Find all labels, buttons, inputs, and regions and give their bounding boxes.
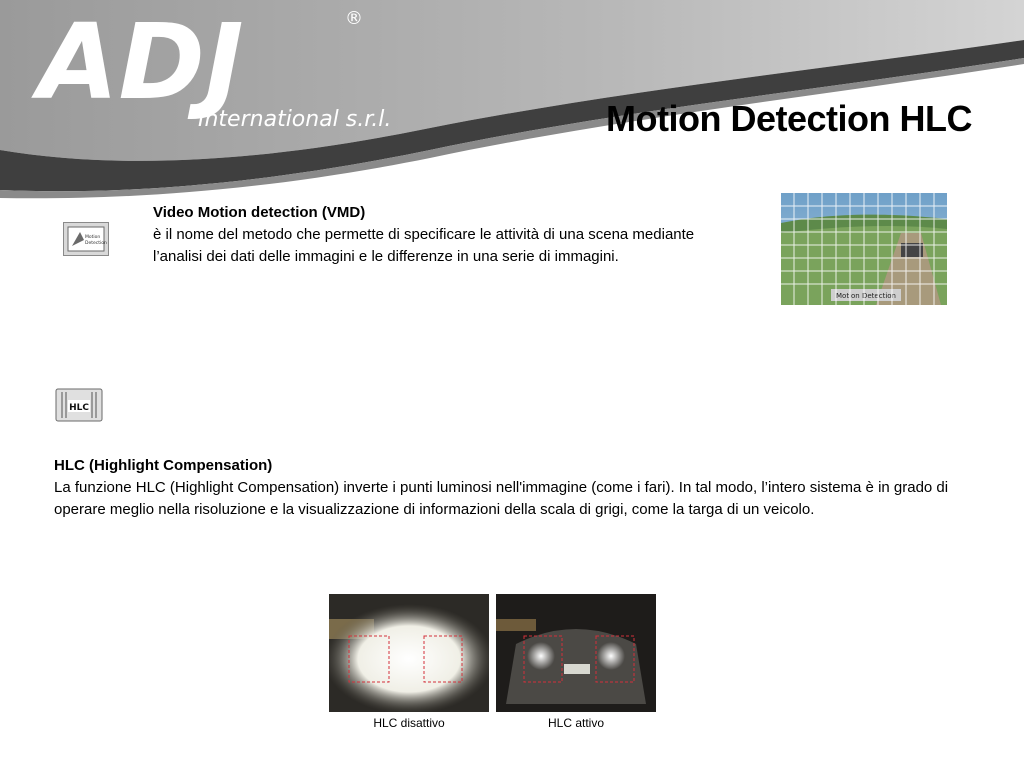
motion-detection-image <box>781 193 947 305</box>
hlc-off-image <box>329 594 489 712</box>
motion-detection-caption: Motion Detection <box>836 292 896 300</box>
vmd-body: è il nome del metodo che permette di specificare le attività di una scena mediante l’analisi dei dati delle immagini e le differenze in una serie di immagini. <box>153 226 695 265</box>
hlc-on-caption: HLC attivo <box>547 716 605 730</box>
adj-logo <box>0 0 420 140</box>
page-title: Motion Detection HLC <box>606 98 972 139</box>
hlc-on-image <box>496 594 656 712</box>
hlc-heading: HLC (Highlight Compensation) <box>54 457 273 474</box>
logo-subtitle: International s.r.l. <box>198 107 392 132</box>
logo-text: ADJ <box>38 1 244 123</box>
vmd-section <box>153 202 713 268</box>
hlc-icon-label: HLC <box>69 403 89 413</box>
vmd-heading: Video Motion detection (VMD) <box>153 204 366 221</box>
registered-mark: ® <box>345 8 363 29</box>
icon-label: Motion <box>85 235 101 240</box>
header-banner <box>0 0 1024 200</box>
svg-text:Detection: Detection <box>85 241 107 246</box>
hlc-off-caption: HLC disattivo <box>373 716 445 730</box>
adj-logo-mark <box>0 0 420 140</box>
hlc-icon <box>55 388 103 424</box>
hlc-section <box>54 455 974 521</box>
hlc-body: La funzione HLC (Highlight Compensation) inverte i punti luminosi nell'immagine (come i fari). In tal modo, l’intero sistema è in grado di operare meglio nella risoluzione e la visualizzazione di informazioni della scala di grigi, come la targa di un veicolo. <box>54 479 949 518</box>
motion-detection-icon <box>63 222 109 256</box>
